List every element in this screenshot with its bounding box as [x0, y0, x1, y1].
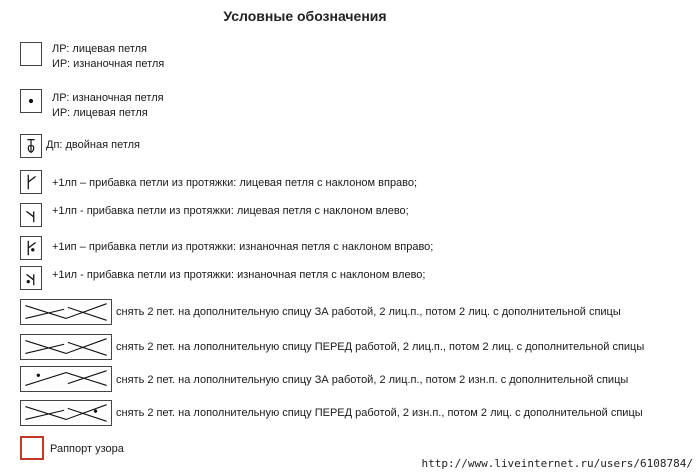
legend-item-text: снять 2 пет. на дополнительную спицу ЗА работой, 2 лиц.п., потом 2 лиц. с дополнительной спицы	[116, 306, 621, 318]
legend-item-text: +1лп - прибавка петли из протяжки: лицевая петля с наклоном влево;	[52, 205, 409, 217]
legend-item-text: ЛР: лицевая петля ИР: изнаночная петля	[52, 43, 165, 70]
legend-item-text: ЛР: изнаночная петля ИР: лицевая петля	[52, 92, 164, 119]
cable-front-purl-icon	[20, 400, 112, 426]
increase-right-purl-icon	[20, 236, 42, 260]
dot-square-icon	[20, 89, 42, 113]
legend-item-text: снять 2 пет. на лополнительную спицу ПЕРЕД работой, 2 лиц.п., потом 2 лиц. с дополнительной спицы	[116, 341, 645, 353]
cable-front-knit-icon	[20, 334, 112, 360]
increase-left-knit-icon	[20, 203, 42, 227]
legend-item-text: +1ил - прибавка петли из протяжки: изнаночная петля с наклоном влево;	[52, 269, 426, 281]
legend-item-text: +1ип – прибавка петли из протяжки: изнаночная петля с наклоном вправо;	[52, 241, 434, 253]
empty-square-icon	[20, 42, 42, 66]
twisted-loop-icon	[20, 134, 42, 158]
legend-item-text: снять 2 пет. на лополнительную спицу ЗА работой, 2 лиц.п., потом 2 изн.п. с дополнительной спицы	[116, 374, 629, 386]
cable-back-knit-icon	[20, 299, 112, 325]
increase-left-purl-icon	[20, 266, 42, 290]
legend-item-text: Дп: двойная петля	[46, 139, 141, 151]
cable-back-purl-icon	[20, 366, 112, 392]
legend-item-text: снять 2 пет. на лополнительную спицу ПЕРЕД работой, 2 изн.п., потом 2 лиц. с дополнительной спицы	[116, 407, 643, 419]
increase-right-knit-icon	[20, 170, 42, 194]
legend-title: Условные обозначения	[223, 8, 387, 24]
legend-item-text: Раппорт узора	[50, 443, 124, 455]
watermark-url: http://www.liveinternet.ru/users/6108784/	[421, 457, 693, 470]
legend-item-text: +1лп – прибавка петли из протяжки: лицевая петля с наклоном вправо;	[52, 177, 418, 189]
pattern-repeat-icon	[20, 436, 44, 460]
